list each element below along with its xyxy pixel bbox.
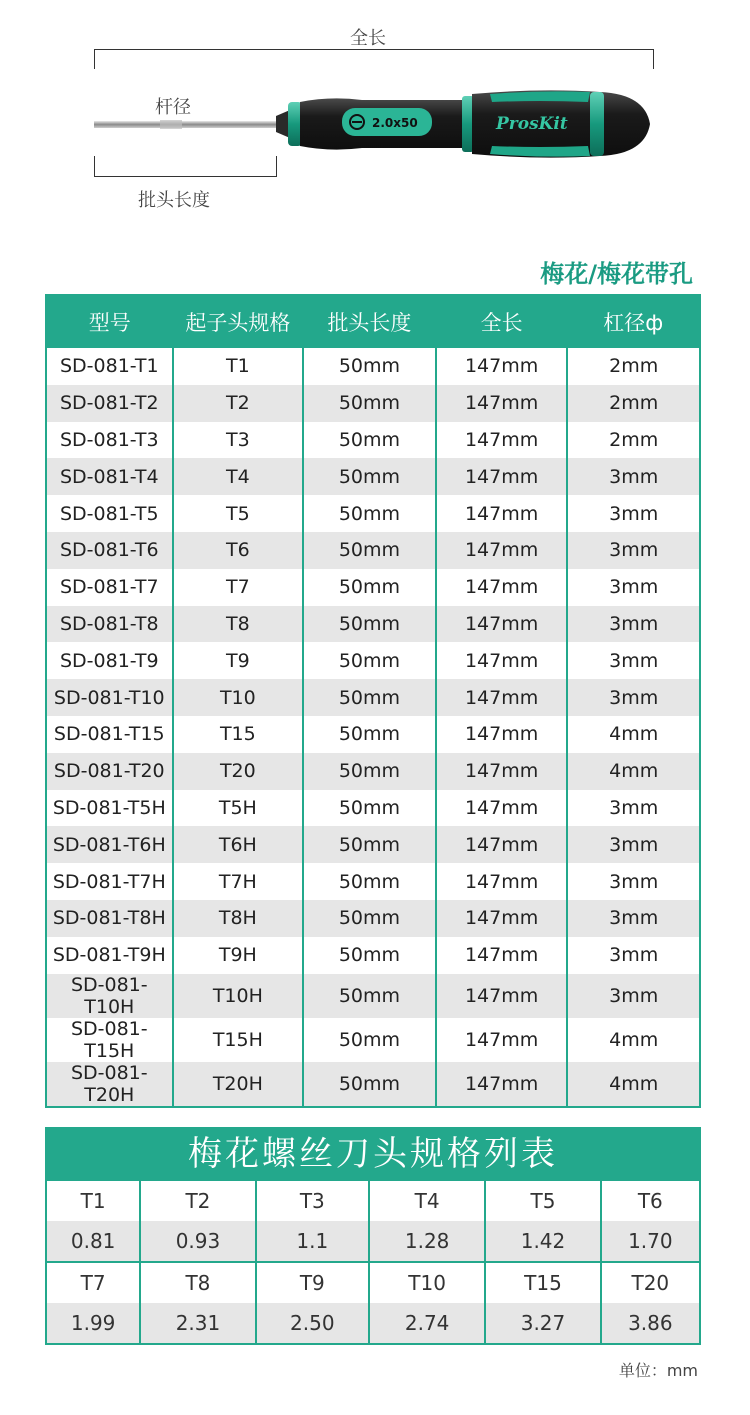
total-length-cell: 147mm [436,348,568,385]
bit-spec-cell: T9H [173,937,304,974]
bit-spec-cell: T8 [173,606,304,643]
header-bit-length: 批头长度 [303,295,436,348]
torx-size-name: T6 [601,1181,700,1221]
shaft-diameter-cell: 3mm [567,679,700,716]
bit-length-cell: 50mm [303,753,436,790]
bit-length-cell: 50mm [303,1062,436,1107]
model-cell: SD-081-T6 [46,532,173,569]
bit-spec-cell: T10 [173,679,304,716]
table-row [46,532,700,569]
bit-length-cell: 50mm [303,716,436,753]
table-row [46,863,700,900]
table-row [46,606,700,643]
spec-table [45,294,701,1108]
bit-length-cell: 50mm [303,1018,436,1062]
table-row [46,642,700,679]
bit-length-cell: 50mm [303,385,436,422]
shaft-diameter-cell: 3mm [567,826,700,863]
torx-size-value: 0.93 [140,1221,255,1262]
shaft-diameter-cell: 3mm [567,790,700,827]
bit-length-cell: 50mm [303,458,436,495]
bit-length-cell: 50mm [303,679,436,716]
model-cell: SD-081-T7 [59,576,159,599]
total-length-tick-right [653,49,654,69]
table-row [46,348,700,385]
shaft-diameter-cell: 3mm [567,606,700,643]
bit-spec-cell: T20 [173,753,304,790]
total-length-cell: 147mm [436,679,568,716]
handle-size-text: 2.0x50 [372,116,418,130]
bit-spec-cell: T7H [173,863,304,900]
model-cell: SD-081-T5 [59,502,159,525]
bit-length-cell: 50mm [303,569,436,606]
screwdriver-diagram [0,0,750,225]
bit-length-cell: 50mm [303,495,436,532]
torx-size-name: T9 [256,1263,369,1303]
torx-size-name: T10 [369,1263,485,1303]
bit-length-cell: 50mm [303,790,436,827]
table-row [46,1062,700,1107]
shaft-diameter-cell: 3mm [567,569,700,606]
torx-size-value: 2.50 [256,1303,369,1344]
bit-spec-cell: T7 [173,569,304,606]
total-length-cell: 147mm [436,863,568,900]
table-row [46,679,700,716]
header-shaft-diameter: 杠径ф [567,295,700,348]
model-cell: SD-081-T15H [70,1017,148,1062]
total-length-cell: 147mm [436,1018,568,1062]
model-cell: SD-081-T9 [59,649,159,672]
screwdriver-image [90,80,670,180]
total-length-cell: 147mm [436,458,568,495]
bit-length-cell: 50mm [303,974,436,1018]
shaft-diameter-cell: 3mm [567,642,700,679]
bit-spec-cell: T9 [173,642,304,679]
unit-note: 单位：mm [618,1361,698,1380]
bit-length-cell: 50mm [303,606,436,643]
shaft-diameter-cell: 3mm [567,532,700,569]
shaft-diameter-cell: 2mm [567,422,700,459]
shaft-diameter-cell: 4mm [567,716,700,753]
bit-spec-cell: T5H [173,790,304,827]
shaft-diameter-cell: 2mm [567,385,700,422]
bit-spec-cell: T10H [173,974,304,1018]
size-name-row [46,1263,700,1303]
total-length-cell: 147mm [436,422,568,459]
table-row [46,385,700,422]
model-cell: SD-081-T1 [59,355,159,378]
header-model: 型号 [46,295,173,348]
table-row [46,790,700,827]
total-length-cell: 147mm [436,974,568,1018]
table-row [46,826,700,863]
bit-length-cell: 50mm [303,348,436,385]
bit-length-cell: 50mm [303,937,436,974]
torx-size-value: 2.31 [140,1303,255,1344]
shaft-diameter-cell: 3mm [567,974,700,1018]
total-length-cell: 147mm [436,790,568,827]
table-row [46,716,700,753]
bit-length-cell: 50mm [303,422,436,459]
brand-logo: ProsKit [496,114,568,134]
bit-spec-cell: T4 [173,458,304,495]
table-row [46,937,700,974]
shaft-diameter-label: 杆径 [155,97,191,118]
model-cell: SD-081-T20 [46,753,173,790]
size-table-body [46,1181,700,1344]
spec-table-body [46,348,700,1107]
torx-size-name: T8 [140,1263,255,1303]
bit-spec-cell: T2 [173,385,304,422]
table-row [46,753,700,790]
torx-size-value: 1.1 [256,1221,369,1262]
torx-size-value: 3.86 [601,1303,700,1344]
model-cell: SD-081-T9H [52,944,166,967]
bit-spec-cell: T1 [173,348,304,385]
torx-size-value: 1.28 [369,1221,485,1262]
size-table-title: 梅花螺丝刀头规格列表 [45,1127,701,1181]
section-title: 梅花/梅花带孔 [540,260,693,288]
total-length-tick-left [94,49,95,69]
shaft-diameter-cell: 3mm [567,458,700,495]
bit-spec-cell: T3 [173,422,304,459]
model-cell: SD-081-T20H [46,1062,173,1107]
torx-size-name: T4 [369,1181,485,1221]
total-length-cell: 147mm [436,937,568,974]
size-table [45,1181,701,1345]
table-row [46,569,700,606]
model-cell: SD-081-T3 [59,428,159,451]
shaft-diameter-cell: 3mm [567,863,700,900]
size-value-row [46,1303,700,1344]
torx-size-name: T15 [485,1263,600,1303]
table-row [46,900,700,937]
total-length-cell: 147mm [436,385,568,422]
model-cell: SD-081-T8 [46,606,173,643]
torx-size-value: 1.99 [46,1303,140,1344]
total-length-cell: 147mm [436,532,568,569]
total-length-cell: 147mm [436,826,568,863]
bit-length-cell: 50mm [303,863,436,900]
total-length-label: 全长 [350,28,386,49]
torx-size-name: T7 [46,1263,140,1303]
size-name-row [46,1181,700,1221]
bit-spec-cell: T8H [173,900,304,937]
torx-size-name: T2 [140,1181,255,1221]
table-row [46,495,700,532]
total-length-cell: 147mm [436,495,568,532]
header-total-length: 全长 [436,295,568,348]
bit-length-cell: 50mm [303,642,436,679]
shaft-diameter-cell: 4mm [567,1018,700,1062]
shaft-diameter-cell: 4mm [567,753,700,790]
bit-spec-cell: T20H [173,1062,304,1107]
model-cell: SD-081-T2 [46,385,173,422]
model-cell: SD-081-T10H [46,974,173,1018]
model-cell: SD-081-T8H [46,900,173,937]
bit-spec-cell: T15H [173,1018,304,1062]
total-length-cell: 147mm [436,1062,568,1107]
torx-size-value: 3.27 [485,1303,600,1344]
total-length-cell: 147mm [436,716,568,753]
torx-size-name: T20 [601,1263,700,1303]
bit-length-cell: 50mm [303,826,436,863]
shaft-diameter-cell: 2mm [567,348,700,385]
bit-length-cell: 50mm [303,532,436,569]
total-length-cell: 147mm [436,569,568,606]
table-row [46,1018,700,1062]
shaft-diameter-cell: 3mm [567,900,700,937]
bit-length-cell: 50mm [303,900,436,937]
table-row [46,974,700,1018]
shaft-diameter-cell: 4mm [567,1062,700,1107]
bit-spec-cell: T5 [173,495,304,532]
total-length-cell: 147mm [436,642,568,679]
torx-size-value: 1.42 [485,1221,600,1262]
header-bit-spec: 起子头规格 [173,295,304,348]
bit-spec-cell: T6 [173,532,304,569]
shaft-diameter-cell: 3mm [567,495,700,532]
model-cell: SD-081-T10 [46,679,173,716]
torx-size-name: T5 [485,1181,600,1221]
shaft-diameter-cell: 3mm [567,937,700,974]
torx-size-name: T3 [256,1181,369,1221]
bit-spec-cell: T6H [173,826,304,863]
model-cell: SD-081-T7H [52,870,166,893]
model-cell: SD-081-T15 [53,723,165,746]
size-value-row [46,1221,700,1262]
torx-size-name: T1 [46,1181,140,1221]
model-cell: SD-081-T5H [52,796,166,819]
table-row [46,422,700,459]
torx-size-value: 1.70 [601,1221,700,1262]
bit-length-label: 批头长度 [138,190,210,211]
torx-size-value: 2.74 [369,1303,485,1344]
total-length-cell: 147mm [436,753,568,790]
spec-table-header [46,295,700,348]
model-cell: SD-081-T4 [46,458,173,495]
total-length-cell: 147mm [436,606,568,643]
bit-spec-cell: T15 [173,716,304,753]
model-cell: SD-081-T6H [46,826,173,863]
total-length-cell: 147mm [436,900,568,937]
torx-size-value: 0.81 [46,1221,140,1262]
table-row [46,458,700,495]
total-length-line [94,49,654,50]
